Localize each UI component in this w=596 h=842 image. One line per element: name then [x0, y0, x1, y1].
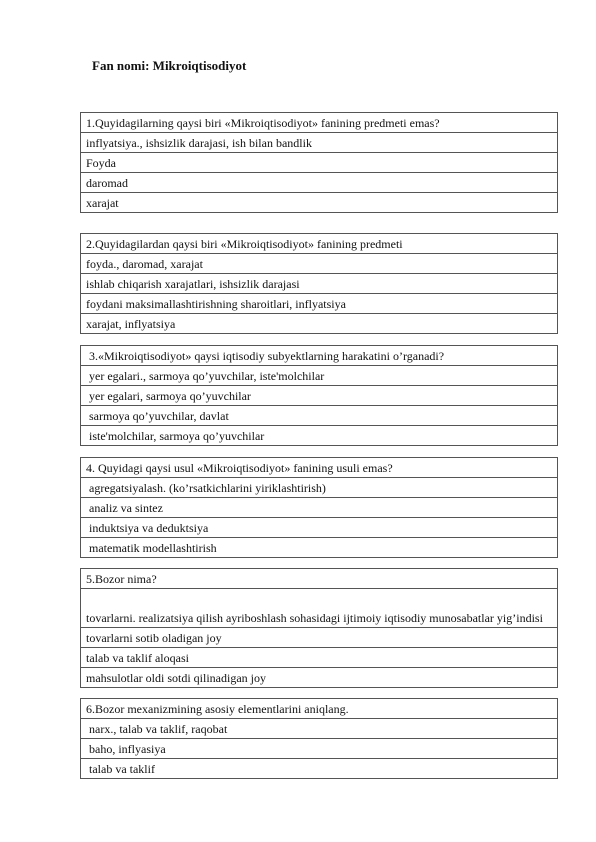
option-row — [81, 366, 558, 386]
option-row — [81, 518, 558, 538]
option-row — [81, 759, 558, 779]
option-row — [81, 386, 558, 406]
question-text: 2.Quyidagilardan qaysi biri «Mikroiqtisodiyot» fanining predmeti — [81, 234, 558, 254]
question-row — [81, 569, 558, 589]
option-text: xarajat — [81, 193, 558, 213]
question-text: 3.«Mikroiqtisodiyot» qaysi iqtisodiy subyektlarning harakatini o’rganadi? — [81, 346, 558, 366]
option-row — [81, 719, 558, 739]
question-table-6 — [80, 698, 558, 779]
option-text: inflyatsiya., ishsizlik darajasi, ish bilan bandlik — [81, 133, 558, 153]
option-text: tovarlarni sotib oladigan joy — [81, 628, 558, 648]
option-text: analiz va sintez — [81, 498, 558, 518]
option-text: mahsulotlar oldi sotdi qilinadigan joy — [81, 668, 558, 688]
option-text: narx., talab va taklif, raqobat — [81, 719, 558, 739]
option-row — [81, 153, 558, 173]
option-row — [81, 589, 558, 628]
question-text: 1.Quyidagilarning qaysi biri «Mikroiqtisodiyot» fanining predmeti emas? — [81, 113, 558, 133]
option-text: foyda., daromad, xarajat — [81, 254, 558, 274]
option-row — [81, 648, 558, 668]
option-row — [81, 274, 558, 294]
option-row — [81, 478, 558, 498]
option-row — [81, 668, 558, 688]
option-text: talab va taklif — [81, 759, 558, 779]
option-row — [81, 426, 558, 446]
question-table-4 — [80, 457, 558, 558]
option-row — [81, 739, 558, 759]
option-row — [81, 538, 558, 558]
option-row — [81, 406, 558, 426]
question-row — [81, 113, 558, 133]
question-text: 5.Bozor nima? — [81, 569, 558, 589]
question-row — [81, 458, 558, 478]
question-table-3 — [80, 345, 558, 446]
option-row — [81, 314, 558, 334]
option-text: induktsiya va deduktsiya — [81, 518, 558, 538]
question-table-2 — [80, 233, 558, 334]
option-text: matematik modellashtirish — [81, 538, 558, 558]
option-text: sarmoya qo’yuvchilar, davlat — [81, 406, 558, 426]
question-row — [81, 699, 558, 719]
option-text: iste'molchilar, sarmoya qo’yuvchilar — [81, 426, 558, 446]
question-row — [81, 234, 558, 254]
option-row — [81, 294, 558, 314]
option-row — [81, 254, 558, 274]
option-text: yer egalari., sarmoya qo’yuvchilar, iste'molchilar — [81, 366, 558, 386]
question-row — [81, 346, 558, 366]
option-row — [81, 628, 558, 648]
question-text: 4. Quyidagi qaysi usul «Mikroiqtisodiyot» fanining usuli emas? — [81, 458, 558, 478]
question-table-1 — [80, 112, 558, 213]
option-text: Foyda — [81, 153, 558, 173]
question-text: 6.Bozor mexanizmining asosiy elementlarini aniqlang. — [81, 699, 558, 719]
option-row — [81, 133, 558, 153]
option-row — [81, 173, 558, 193]
option-row — [81, 498, 558, 518]
option-text: ishlab chiqarish xarajatlari, ishsizlik darajasi — [81, 274, 558, 294]
option-text: agregatsiyalash. (ko’rsatkichlarini yiriklashtirish) — [81, 478, 558, 498]
question-table-5 — [80, 568, 558, 688]
page-title: Fan nomi: Mikroiqtisodiyot — [92, 58, 247, 73]
option-text: talab va taklif aloqasi — [81, 648, 558, 668]
option-text: xarajat, inflyatsiya — [81, 314, 558, 334]
option-text: foydani maksimallashtirishning sharoitlari, inflyatsiya — [81, 294, 558, 314]
option-text: daromad — [81, 173, 558, 193]
option-text: tovarlarni. realizatsiya qilish ayriboshlash sohasidagi ijtimoiy iqtisodiy munosabatlar yig’indisi — [81, 589, 558, 628]
option-text: baho, inflyasiya — [81, 739, 558, 759]
option-row — [81, 193, 558, 213]
option-text: yer egalari, sarmoya qo’yuvchilar — [81, 386, 558, 406]
